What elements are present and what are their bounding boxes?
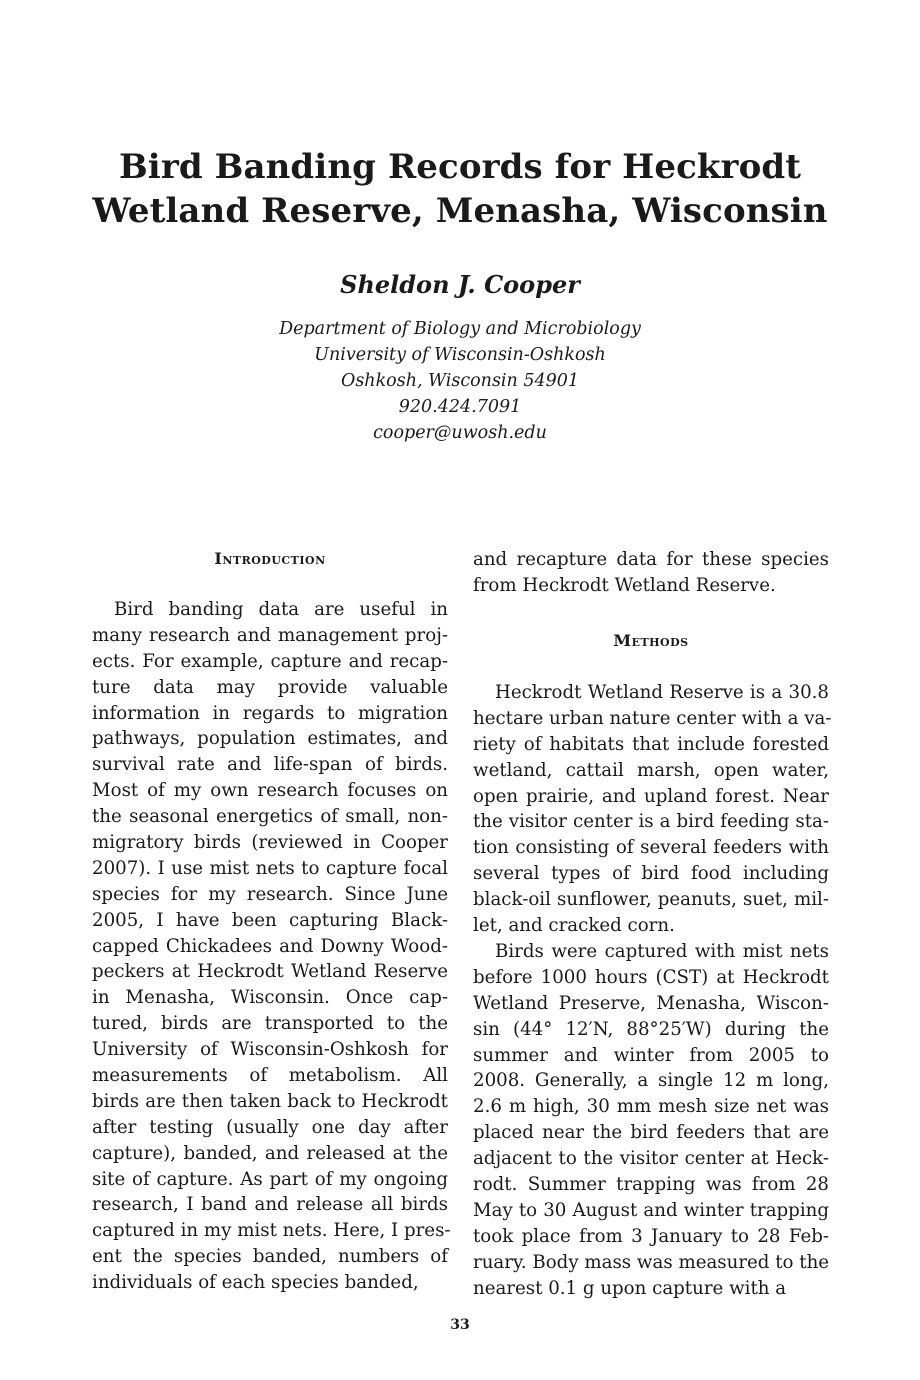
text-line: after testing (usually one day after bbox=[92, 1116, 448, 1138]
text-line: ects. For example, capture and recap- bbox=[92, 650, 448, 672]
text-line: 2008. Generally, a single 12 m long, bbox=[473, 1070, 829, 1092]
text-line: in Menasha, Wisconsin. Once cap- bbox=[92, 987, 448, 1009]
text-line: the visitor center is a bird feeding sta- bbox=[473, 811, 829, 833]
text-line: capture), banded, and released at the bbox=[92, 1142, 448, 1164]
text-line: from Heckrodt Wetland Reserve. bbox=[473, 574, 776, 596]
text-line: many research and management proj- bbox=[92, 624, 448, 646]
text-line: individuals of each species banded, bbox=[92, 1272, 419, 1294]
text-line: placed near the bird feeders that are bbox=[473, 1122, 829, 1144]
author-name: Sheldon J. Cooper bbox=[340, 270, 580, 299]
text-line: pathways, population estimates, and bbox=[92, 728, 448, 750]
affiliation-department: Department of Biology and Microbiology bbox=[279, 319, 641, 339]
text-line: hectare urban nature center with a va- bbox=[473, 707, 832, 729]
introduction-body bbox=[92, 597, 451, 1296]
text-line: Wetland Preserve, Menasha, Wiscon- bbox=[473, 992, 829, 1014]
text-line: tured, birds are transported to the bbox=[92, 1013, 448, 1035]
methods-paragraph-2 bbox=[473, 939, 829, 1301]
text-line: ture data may provide valuable bbox=[92, 676, 448, 698]
page-number: 33 bbox=[450, 1317, 470, 1333]
text-line: 2005, I have been capturing Black- bbox=[92, 909, 448, 931]
text-line: rodt. Summer trapping was from 28 bbox=[473, 1174, 829, 1196]
text-line: ruary. Body mass was measured to the bbox=[473, 1251, 830, 1273]
text-line: several types of bird food including bbox=[473, 863, 829, 885]
text-line: riety of habitats that include forested bbox=[473, 733, 829, 755]
text-line: before 1000 hours (CST) at Heckrodt bbox=[473, 966, 829, 988]
affiliation-university: University of Wisconsin-Oshkosh bbox=[314, 345, 606, 365]
text-line: research, I band and release all birds bbox=[92, 1194, 448, 1216]
affiliation-email: cooper@uwosh.edu bbox=[373, 423, 547, 443]
text-line: birds are then taken back to Heckrodt bbox=[92, 1090, 448, 1112]
title-line-2: Wetland Reserve, Menasha, Wisconsin bbox=[92, 191, 828, 231]
text-line: Bird banding data are useful in bbox=[114, 599, 448, 620]
text-line: captured in my mist nets. Here, I pres- bbox=[92, 1220, 451, 1242]
text-line: May to 30 August and winter trapping bbox=[473, 1199, 829, 1221]
text-line: capped Chickadees and Downy Wood- bbox=[92, 935, 448, 957]
text-line: nearest 0.1 g upon capture with a bbox=[473, 1277, 787, 1299]
methods-paragraph-1 bbox=[473, 680, 832, 939]
text-line: Most of my own research focuses on bbox=[92, 780, 448, 802]
author-affiliation bbox=[0, 316, 920, 446]
introduction-heading: Introduction bbox=[214, 549, 326, 568]
text-line: Heckrodt Wetland Reserve is a 30.8 bbox=[495, 682, 829, 703]
affiliation-city: Oshkosh, Wisconsin 54901 bbox=[340, 371, 580, 391]
text-line: and recapture data for these species bbox=[473, 549, 829, 570]
text-line: let, and cracked corn. bbox=[473, 915, 675, 937]
text-line: migratory birds (reviewed in Cooper bbox=[92, 832, 448, 854]
text-line: summer and winter from 2005 to bbox=[473, 1044, 829, 1066]
text-line: adjacent to the visitor center at Heck- bbox=[473, 1148, 829, 1170]
title-line-1: Bird Banding Records for Heckrodt bbox=[118, 147, 802, 187]
text-line: wetland, cattail marsh, open water, bbox=[473, 759, 829, 781]
introduction-continued bbox=[473, 547, 829, 599]
text-line: 2.6 m high, 30 mm mesh size net was bbox=[473, 1096, 829, 1118]
text-line: tion consisting of several feeders with bbox=[473, 837, 829, 859]
affiliation-phone: 920.424.7091 bbox=[398, 397, 522, 417]
text-line: ent the species banded, numbers of bbox=[92, 1246, 448, 1268]
text-line: sin (44° 12′N, 88°25′W) during the bbox=[473, 1018, 829, 1040]
text-line: Birds were captured with mist nets bbox=[495, 941, 829, 962]
text-line: species for my research. Since June bbox=[92, 883, 448, 905]
article-title bbox=[60, 145, 860, 233]
text-line: site of capture. As part of my ongoing bbox=[92, 1168, 448, 1190]
text-line: University of Wisconsin-Oshkosh for bbox=[92, 1039, 448, 1061]
text-line: information in regards to migration bbox=[92, 702, 448, 724]
methods-heading: Methods bbox=[613, 631, 689, 650]
text-line: 2007). I use mist nets to capture focal bbox=[92, 857, 448, 879]
text-line: peckers at Heckrodt Wetland Reserve bbox=[92, 961, 448, 983]
text-line: measurements of metabolism. All bbox=[92, 1065, 448, 1087]
text-line: survival rate and life-span of birds. bbox=[92, 754, 448, 776]
text-line: open prairie, and upland forest. Near bbox=[473, 785, 829, 807]
text-line: the seasonal energetics of small, non- bbox=[92, 806, 448, 828]
text-line: black-oil sunflower, peanuts, suet, mil- bbox=[473, 889, 829, 911]
text-line: took place from 3 January to 28 Feb- bbox=[473, 1225, 829, 1247]
